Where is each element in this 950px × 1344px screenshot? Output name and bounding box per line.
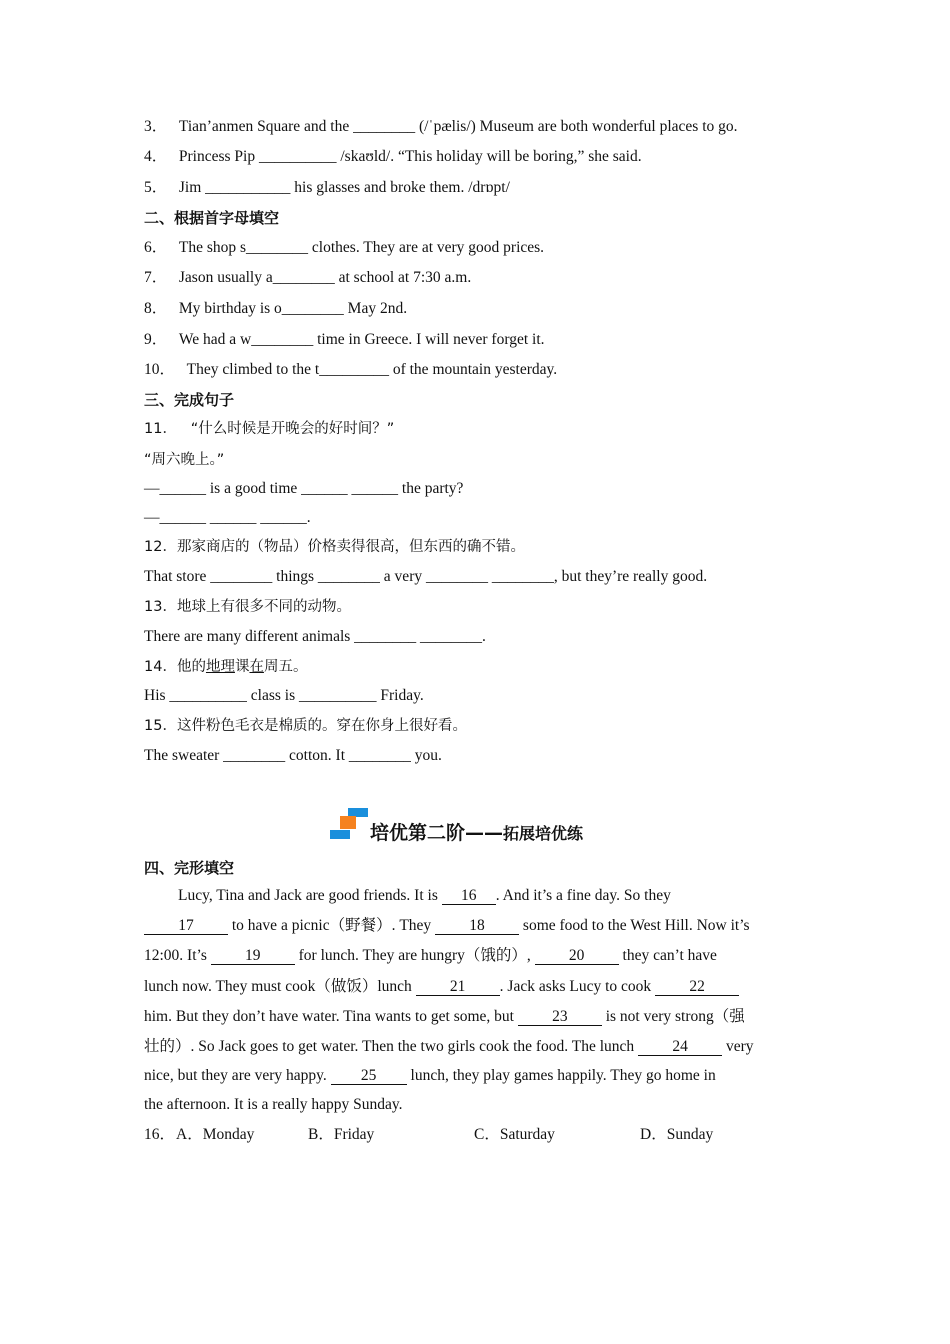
- question-14-chinese: 14．他的地理课在周五。: [144, 659, 308, 675]
- question-4: 4． Princess Pip __________ /skaʊld/. “This holiday will be boring,” she said.: [144, 148, 642, 165]
- section-heading-4: 四、完形填空: [144, 859, 235, 877]
- cloze-blank-19: 19: [211, 947, 295, 965]
- logo-orange-block: [340, 816, 356, 829]
- question-13-chinese: 13．地球上有很多不同的动物。: [144, 599, 351, 615]
- cloze-blank-18: 18: [435, 917, 519, 935]
- cloze-line-5: him. But they don’t have water. Tina wants to get some, but 23 is not very strong（强: [144, 1008, 745, 1025]
- cloze-line-8: the afternoon. It is a really happy Sunday.: [144, 1096, 403, 1113]
- cloze-line-2: 17 to have a picnic（野餐）. They 18 some food to the West Hill. Now it’s: [144, 916, 750, 936]
- question-3: 3． Tian’anmen Square and the ________ (/ˈpælis/) Museum are both wonderful places to go.: [144, 118, 738, 135]
- option-d: D．Sunday: [640, 1126, 714, 1143]
- option-a: A．Monday: [176, 1126, 255, 1143]
- cloze-blank-17: 17: [144, 917, 228, 935]
- logo-blue-block-bottom: [330, 830, 350, 839]
- cloze-blank-16: 16: [442, 887, 496, 905]
- question-15-chinese: 15．这件粉色毛衣是棉质的。穿在你身上很好看。: [144, 718, 467, 734]
- cloze-blank-22: 22: [655, 978, 739, 996]
- question-15-english: The sweater ________ cotton. It ________ you.: [144, 747, 442, 764]
- question-9: 9． We had a w________ time in Greece. I will never forget it.: [144, 331, 545, 348]
- question-14-english: His __________ class is __________ Friday.: [144, 687, 424, 704]
- question-8: 8． My birthday is o________ May 2nd.: [144, 300, 408, 317]
- cloze-blank-23: 23: [518, 1008, 602, 1026]
- cloze-blank-20: 20: [535, 947, 619, 965]
- question-6: 6． The shop s________ clothes. They are at very good prices.: [144, 239, 545, 256]
- cloze-line-1: Lucy, Tina and Jack are good friends. It is 16 . And it’s a fine day. So they: [178, 887, 671, 904]
- banner-title: 培优第二阶——拓展培优练: [370, 822, 584, 844]
- section-heading-2: 二、根据首字母填空: [144, 209, 280, 227]
- question-11-english-2: —______ ______ ______.: [144, 509, 311, 526]
- question-5: 5． Jim ___________ his glasses and broke them. /drɒpt/: [144, 179, 510, 196]
- question-16-options: 16． A．Monday B．Friday C．Saturday D．Sunday: [144, 1126, 714, 1143]
- section-heading-3: 三、完成句子: [144, 391, 235, 409]
- question-12-chinese: 12．那家商店的（物品）价格卖得很高，但东西的确不错。: [144, 539, 525, 555]
- question-11-chinese-2: “周六晚上。”: [144, 452, 225, 468]
- question-10: 10． They climbed to the t_________ of the mountain yesterday.: [144, 361, 558, 378]
- logo-blue-block-top: [348, 808, 368, 817]
- cloze-line-6: 壮的）. So Jack goes to get water. Then the two girls cook the food. The lunch 24 very: [144, 1038, 754, 1055]
- cloze-line-4: lunch now. They must cook（做饭）lunch 21 . Jack asks Lucy to cook 22: [144, 977, 739, 997]
- banner-logo-icon: [330, 808, 370, 842]
- question-7: 7． Jason usually a________ at school at 7:30 a.m.: [144, 269, 472, 286]
- cloze-line-7: nice, but they are very happy. 25 lunch, they play games happily. They go home in: [144, 1067, 716, 1084]
- question-12-english: That store ________ things ________ a very ________ ________, but they’re really good.: [144, 568, 708, 585]
- question-11-english-1: —______ is a good time ______ ______ the party?: [144, 480, 464, 497]
- option-b: B．Friday: [308, 1126, 375, 1143]
- cloze-blank-25: 25: [331, 1067, 407, 1085]
- cloze-blank-24: 24: [638, 1038, 722, 1056]
- question-13-english: There are many different animals ________ ________.: [144, 628, 486, 645]
- cloze-blank-21: 21: [416, 978, 500, 996]
- question-11-chinese-1: 11． “什么时候是开晚会的好时间？”: [144, 421, 395, 437]
- cloze-line-3: 12:00. It’s 19 for lunch. They are hungry（饿的）, 20 they can’t have: [144, 947, 717, 964]
- option-c: C．Saturday: [474, 1126, 555, 1143]
